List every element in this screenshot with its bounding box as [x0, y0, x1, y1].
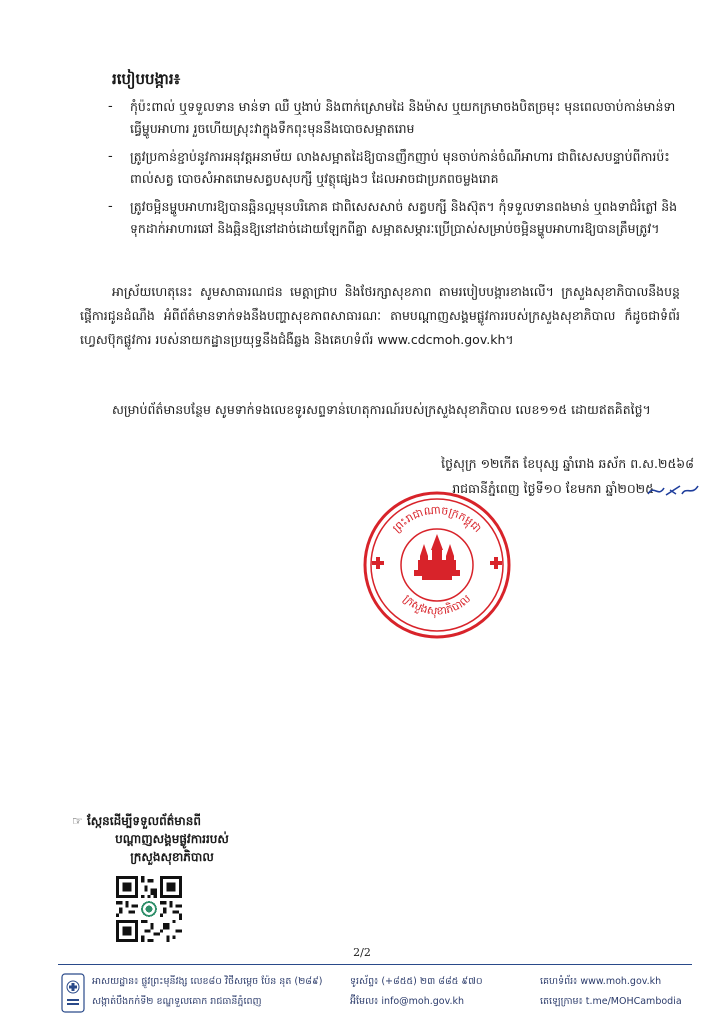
- list-item-text: កុំប៉ះពាល់ ឬទទួលទាន មាន់ទា ឈឺ ឬងាប់ និងពាក់ស្រោមដៃ និងម៉ាស ឬយកក្រមាចងបិតច្រមុះ មុនពេលចាប់កាន់មាន់ទាធ្វើម្ហូបអាហារ រួចហើយស្រុះវាក្នុងទឹកពុះមុននឹងបោចសម្អាតរោម: [130, 99, 676, 136]
- solar-date: រាជធានីភ្នំពេញ ថ្ងៃទី១០ ខែមករា ឆ្នាំ២០២៥: [452, 481, 654, 496]
- list-item: [108, 196, 680, 240]
- prevention-heading: របៀបបង្ការ៖: [112, 70, 181, 88]
- scan-note-line: ក្រសួងសុខាភិបាល: [130, 850, 214, 864]
- advisory-paragraph: [80, 280, 680, 352]
- bullet-dash: -: [108, 99, 113, 114]
- list-item: [108, 146, 680, 190]
- advisory-text: អាស្រ័យហេតុនេះ សូមសាធារណជន មេត្តាជ្រាប និងថែរក្សាសុខភាព តាមរបៀបបង្ការខាងលើ។ ក្រសួងសុខាភិបាលនឹងបន្តផ្តើការជូនដំណឹង អំពីព័ត៌មានទាក់ទងនឹងបញ្ហាសុខភាពសាធារណៈ តាមបណ្តាញសង្គមផ្លូវការរបស់ក្រសួងសុខាភិបាល ក៏ដូចជាទំព័រហ្វេសប៊ុកផ្លូវការ របស់នាយកដ្ឋានប្រយុទ្ធនឹងជំងឺឆ្លង និងគេហទំព័រ: [80, 284, 680, 347]
- footer-district-line: សង្កាត់បឹងកក់ទី២ ខណ្ឌទួលគោក រាជធានីភ្នំពេញ: [92, 996, 262, 1007]
- bullet-dash: -: [108, 149, 113, 164]
- footer-telegram[interactable]: តេឡេក្រាម៖ t.me/MOHCambodia: [540, 996, 682, 1007]
- scan-note-line: បណ្តាញសង្គមផ្លូវការរបស់: [115, 832, 229, 846]
- ministry-emblem-icon: [60, 970, 86, 1016]
- scan-note: [72, 812, 272, 866]
- footer-address-line: អាសយដ្ឋាន៖ ផ្លូវព្រះមុនីវង្ស លេខ៨០ វិថីសម្តេច ប៉ែន នុត (២៨៩): [92, 976, 323, 987]
- footer-contact: [350, 972, 483, 1012]
- page-number: 2/2: [353, 946, 371, 959]
- lunar-date: ថ្ងៃសុក្រ ១២កើត ខែបុស្ស ឆ្នាំរោង ឆស័ក ព.ស.២៥៦៨: [441, 456, 694, 471]
- footer-divider: [58, 964, 692, 965]
- list-item-text: ត្រូវប្រកាន់ខ្ជាប់នូវការអនុវត្តអនាម័យ លាងសម្អាតដៃឱ្យបានញឹកញាប់ មុនចាប់កាន់ចំណីអាហារ ជាពិសេសបន្ទាប់ពីការប៉ះពាល់សត្វ បោចសំអាតរោមសត្វបសុបក្សី ឬវត្ថុផ្សេងៗ ដែលអាចជាប្រភពចម្លងរោគ: [130, 149, 670, 186]
- hotline-paragraph: សម្រាប់ព័ត៌មានបន្ថែម សូមទាក់ទងលេខទូរសព្ទទាន់ហេតុការណ៍របស់ក្រសួងសុខាភិបាល លេខ១១៥ ដោយឥតគិតថ្លៃ។: [112, 402, 651, 417]
- handwritten-initials: [646, 480, 702, 502]
- ministry-seal: [362, 490, 512, 640]
- list-item: [108, 96, 680, 140]
- footer-website[interactable]: គេហទំព័រ៖ www.moh.gov.kh: [540, 976, 662, 987]
- footer-email[interactable]: អ៊ីមែល៖ info@moh.gov.kh: [350, 996, 465, 1007]
- angkor-temple-icon: [414, 534, 460, 580]
- bullet-dash: -: [108, 199, 113, 214]
- seal-bottom-text: ក្រសួងសុខាភិបាល: [400, 592, 474, 618]
- footer-address: [92, 972, 322, 1012]
- footer-phone[interactable]: ទូរស័ព្ទ៖ (+៨៥៥) ២៣ ៨៨៥ ៩៧០: [350, 976, 483, 987]
- scan-note-line: ☞ ស្កែនដើម្បីទទួលព័ត៌មានពី: [72, 814, 201, 828]
- list-item-text: ត្រូវចម្អិនម្ហូបអាហារឱ្យបានឆ្អិនល្អមុនបរិភោគ ជាពិសេសសាច់ សត្វបក្សី និងស៊ុត។ កុំទទួលទានពងមាន់ ឬពងទាជំរំត្លៅ និងទុកដាក់អាហារឆៅ និងឆ្អិនឱ្យនៅដាច់ដោយឡែកពីគ្នា សម្អាតសម្ភារៈប្រើប្រាស់សម្រាប់ចម្អិនម្ហូបអាហារឱ្យបានត្រឹមត្រូវ។: [130, 199, 678, 236]
- prevention-list: [108, 96, 680, 246]
- advisory-end: ។: [505, 332, 514, 347]
- pointing-hand-icon: ☞: [72, 814, 87, 828]
- qr-code[interactable]: [116, 876, 182, 942]
- seal-top-text: ព្រះរាជាណាចក្រកម្ពុជា: [390, 503, 485, 536]
- cdc-website-link[interactable]: www.cdcmoh.gov.kh: [377, 332, 506, 347]
- footer-web: [540, 972, 682, 1012]
